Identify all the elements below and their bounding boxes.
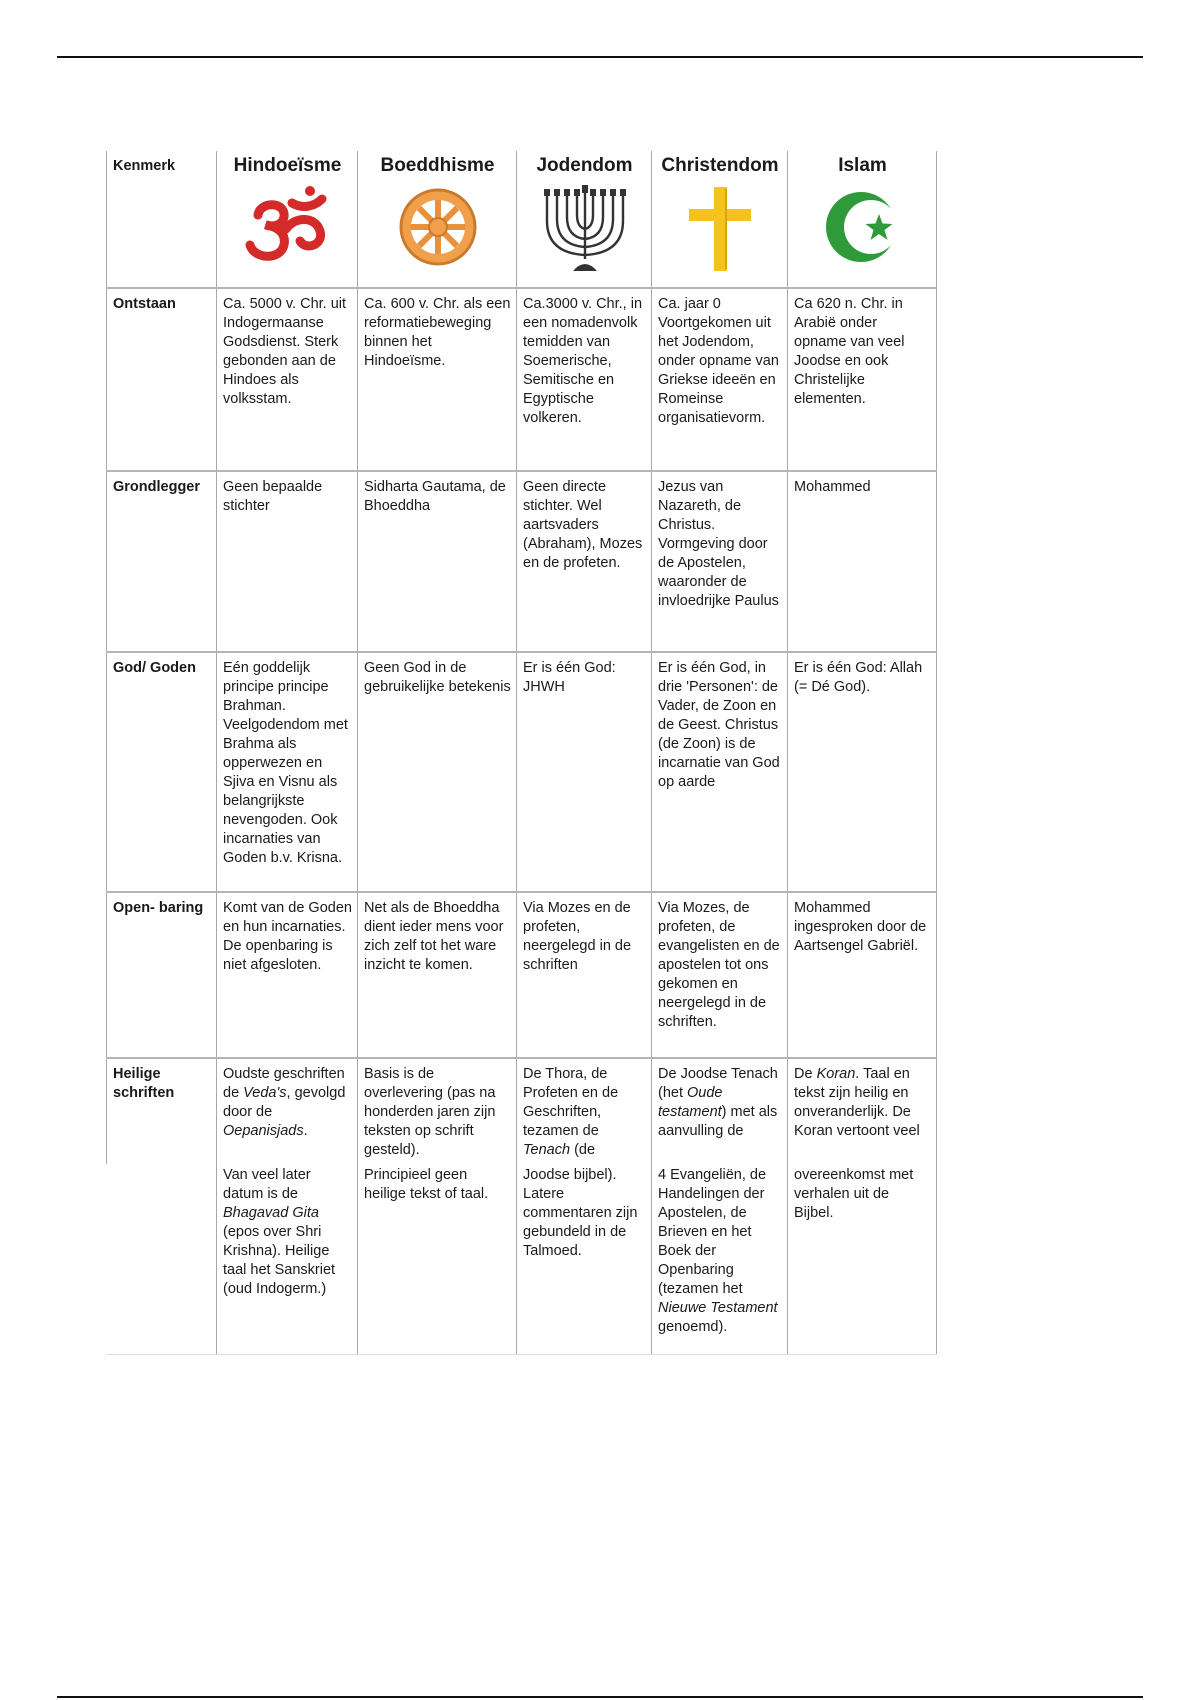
cell: 4 Evangeliën, de Handelingen der Apostelen, de Brieven en het Boek der Openbaring (tezamen het Nieuwe Testament genoemd). (652, 1164, 788, 1354)
cell: De Koran. Taal en tekst zijn heilig en onveranderlijk. De Koran vertoont veel (788, 1058, 937, 1164)
row-openbaring (107, 892, 937, 1058)
religion-name: Islam (838, 155, 887, 176)
cell: Geen directe stichter. Wel aartsvaders (Abraham), Mozes en de profeten. (517, 471, 652, 652)
cell: De Joodse Tenach (het Oude testament) met als aanvulling de (652, 1058, 788, 1164)
kenmerk-header: Kenmerk (107, 151, 217, 288)
cell: Mohammed ingesproken door de Aartsengel Gabriël. (788, 892, 937, 1058)
row-ontstaan (107, 288, 937, 471)
om-icon (240, 185, 336, 265)
cell: Via Mozes, de profeten, de evangelisten en de apostelen tot ons gekomen en neergelegd in de schriften. (652, 892, 788, 1058)
cell: Ca. 600 v. Chr. als een reformatiebeweging binnen het Hindoeïsme. (358, 288, 517, 471)
row-grondlegger (107, 471, 937, 652)
cell: Oudste geschriften de Veda's, gevolgd door de Oepanisjads. (217, 1058, 358, 1164)
cell: Er is één God: JHWH (517, 652, 652, 892)
religion-header-jodendom (517, 151, 652, 288)
cell: Principieel geen heilige tekst of taal. (358, 1164, 517, 1354)
row-label: Heilige schriften (107, 1058, 217, 1164)
cross-icon (685, 185, 755, 273)
religion-name: Jodendom (536, 155, 633, 176)
cell: Eén goddelijk principe principe Brahman. Veelgodendom met Brahma als opperwezen en Sjiva en Visnu als belangrijkste nevengoden. Ook incarnaties van Goden b.v. Krisna. (217, 652, 358, 892)
cell: Basis is de overlevering (pas na honderden jaren zijn teksten op schrift gesteld). (358, 1058, 517, 1164)
religion-name: Boeddhisme (380, 155, 495, 176)
dharma-wheel-icon (393, 185, 483, 269)
cell: Komt van de Goden en hun incarnaties. De openbaring is niet afgesloten. (217, 892, 358, 1058)
cell: Er is één God: Allah (= Dé God). (788, 652, 937, 892)
cell: Sidharta Gautama, de Bhoeddha (358, 471, 517, 652)
cell: Joodse bijbel). Latere commentaren zijn gebundeld in de Talmoed. (517, 1164, 652, 1354)
row-label: Open- baring (107, 892, 217, 1058)
religion-comparison-table (106, 151, 937, 1355)
religion-name: Christendom (661, 155, 779, 176)
top-rule (57, 56, 1143, 58)
religion-name: Hindoeïsme (233, 155, 342, 176)
row-heilige-schriften (107, 1058, 937, 1164)
cell: Geen God in de gebruikelijke betekenis (358, 652, 517, 892)
empty-cell (107, 1164, 217, 1354)
crescent-star-icon (821, 185, 905, 269)
cell: Van veel later datum is de Bhagavad Gita (epos over Shri Krishna). Heilige taal het Sanskriet (oud Indogerm.) (217, 1164, 358, 1354)
cell: Net als de Bhoeddha dient ieder mens voor zich zelf tot het ware inzicht te komen. (358, 892, 517, 1058)
cell: Ca. jaar 0 Voortgekomen uit het Jodendom, onder opname van Griekse ideeën en Romeinse organisatievorm. (652, 288, 788, 471)
cell: Er is één God, in drie 'Personen': de Vader, de Zoon en de Geest. Christus (de Zoon) is de incarnatie van God op aarde (652, 652, 788, 892)
row-god-goden (107, 652, 937, 892)
cell: Ca.3000 v. Chr., in een nomadenvolk temidden van Soemerische, Semitische en Egyptische volkeren. (517, 288, 652, 471)
cell: De Thora, de Profeten en de Geschriften, tezamen de Tenach (de (517, 1058, 652, 1164)
cell: Geen bepaalde stichter (217, 471, 358, 652)
row-label: God/ Goden (107, 652, 217, 892)
bottom-rule (57, 1696, 1143, 1698)
row-label: Grondlegger (107, 471, 217, 652)
row-heilige-schriften-continued (107, 1164, 937, 1354)
menorah-icon (537, 181, 633, 273)
religion-header-boeddhisme (358, 151, 517, 288)
row-label: Ontstaan (107, 288, 217, 471)
cell: Jezus van Nazareth, de Christus. Vormgeving door de Apostelen, waaronder de invloedrijke Paulus (652, 471, 788, 652)
religion-header-christendom (652, 151, 788, 288)
cell: overeenkomst met verhalen uit de Bijbel. (788, 1164, 937, 1354)
header-row (107, 151, 937, 288)
cell: Ca 620 n. Chr. in Arabië onder opname van veel Joodse en ook Christelijke elementen. (788, 288, 937, 471)
cell: Via Mozes en de profeten, neergelegd in de schriften (517, 892, 652, 1058)
cell: Mohammed (788, 471, 937, 652)
religion-header-hindoeisme (217, 151, 358, 288)
cell: Ca. 5000 v. Chr. uit Indogermaanse Godsdienst. Sterk gebonden aan de Hindoes als volksstam. (217, 288, 358, 471)
religion-header-islam (788, 151, 937, 288)
